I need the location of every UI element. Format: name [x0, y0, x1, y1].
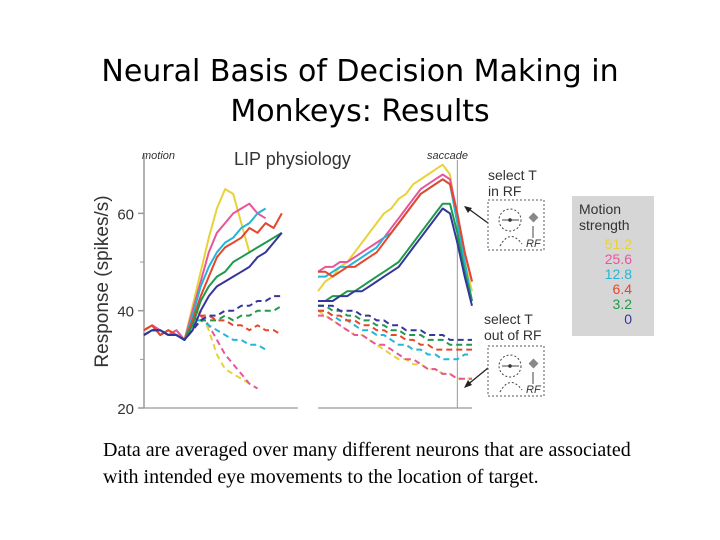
series-line-3-2-out-rf-motion	[144, 306, 282, 340]
chart-title: LIP physiology	[234, 149, 351, 169]
y-axis-label: Response (spikes/s)	[92, 195, 113, 368]
panel-label-saccade: saccade	[427, 150, 468, 162]
y-tick-label: 60	[117, 206, 134, 224]
series-line-3-2-in-rf-motion	[144, 233, 282, 340]
annotation-in-rf-line-1: select T	[488, 167, 537, 183]
legend-entry-6-4: 6.4	[612, 281, 632, 297]
lip-physiology-figure	[80, 140, 670, 430]
series-line-3-2-in-rf-saccade	[318, 204, 472, 301]
y-tick-label: 20	[117, 401, 134, 418]
legend-entry-12-8: 12.8	[604, 266, 632, 282]
series-line-6-4-out-rf-motion	[144, 316, 282, 340]
slide-title-line-2: Monkeys: Results	[230, 94, 490, 129]
arrow-head-in-rf	[464, 206, 472, 213]
series-line-0-in-rf-motion	[144, 233, 282, 340]
slide-title	[60, 52, 660, 132]
legend-entry-3-2: 3.2	[612, 296, 632, 312]
annotation-out-rf-line-1: select T	[484, 311, 533, 327]
arrow-head-out-rf	[464, 380, 472, 388]
legend-entry-0: 0	[624, 311, 632, 327]
series-line-12-8-in-rf-saccade	[318, 179, 472, 301]
legend-title-line-1: Motion	[579, 201, 622, 217]
legend-title-line-2: strength	[579, 217, 630, 233]
series-line-12-8-out-rf-motion	[144, 320, 266, 349]
slide-caption: Data are averaged over many different neurons that are associated with intended eye movements to the location of target.	[103, 439, 631, 488]
legend-entry-51-2: 51.2	[604, 236, 632, 252]
panel-label-motion: motion	[142, 150, 176, 162]
series-line-51-2-in-rf-motion	[144, 189, 249, 340]
y-tick-label: 40	[117, 303, 134, 321]
annotation-in-rf-line-2: in RF	[488, 183, 522, 199]
legend-entry-25-6: 25.6	[604, 251, 632, 267]
annotation-out-rf-line-2: out of RF	[484, 327, 542, 343]
slide-title-line-1: Neural Basis of Decision Making in	[101, 54, 619, 89]
rf-diagram-label-out: RF	[526, 384, 541, 396]
rf-diagram-label-in: RF	[526, 238, 541, 250]
